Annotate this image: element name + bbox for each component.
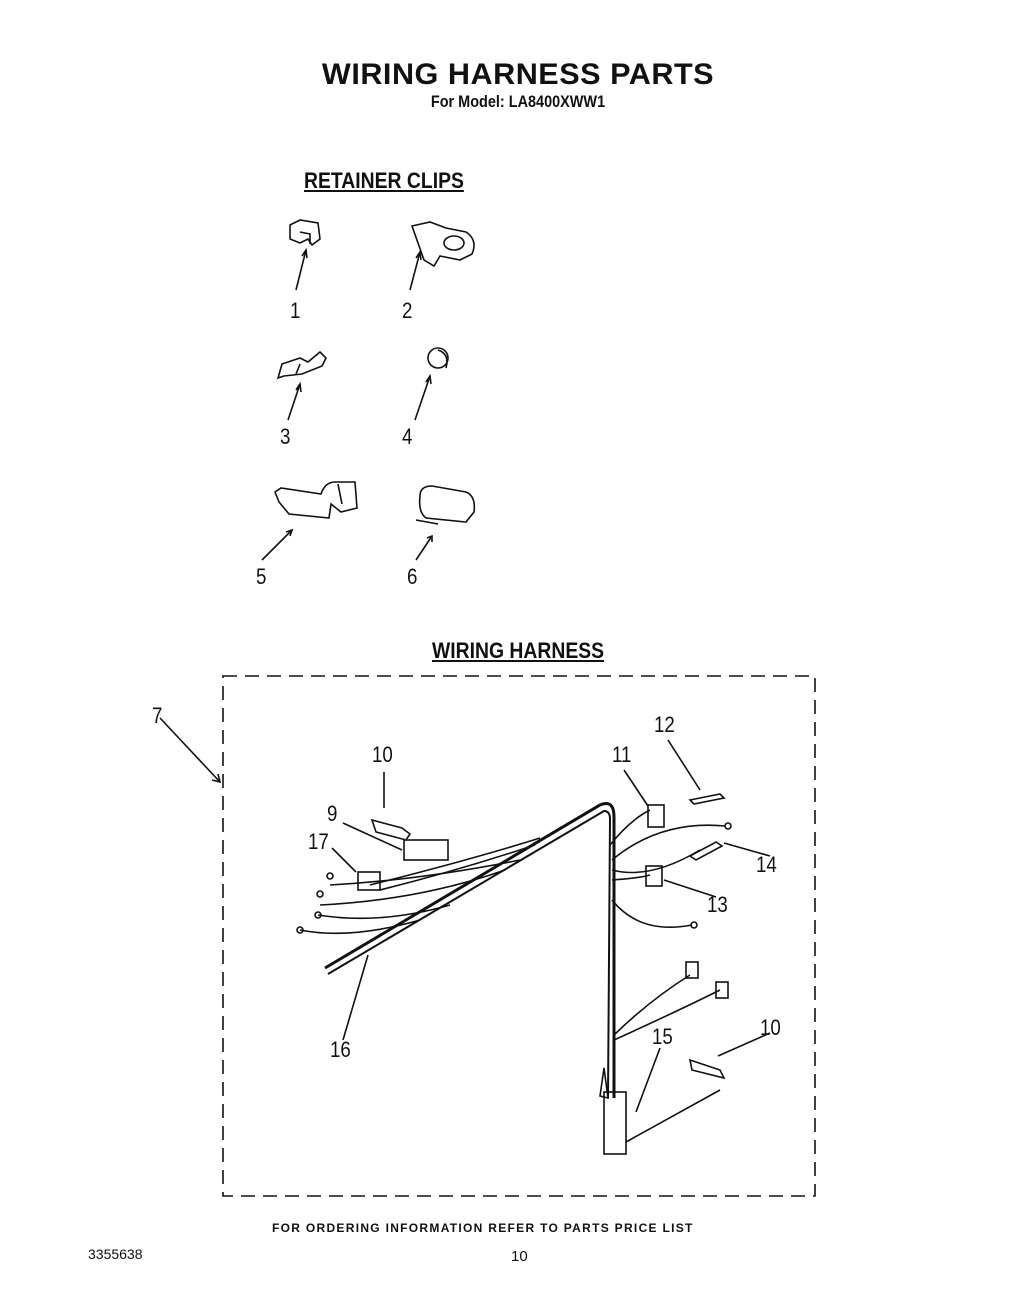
callout-11: 11 [612,742,632,767]
callout-14: 14 [756,852,777,877]
retainer-clip-3-drawing [278,352,326,420]
terminal-14 [690,842,722,860]
retainer-clip-6-drawing [416,486,474,560]
connector-11 [648,805,664,827]
callout-9: 9 [327,801,338,826]
model-subtitle: For Model: LA8400XWW1 [430,92,606,111]
callout-10-lower: 10 [760,1015,781,1040]
callout-7: 7 [152,703,163,728]
harness-dashed-frame [223,676,815,1196]
wiring-harness-drawing [297,740,770,1154]
document-number: 3355638 [88,1246,143,1262]
retainer-clip-5-drawing [262,482,357,560]
callout-4: 4 [402,424,413,449]
page-number: 10 [511,1248,528,1265]
connector-9 [404,840,448,860]
callout-16: 16 [330,1037,351,1062]
callout-12: 12 [654,712,675,737]
callout-17: 17 [308,829,329,854]
callout-13: 13 [707,892,728,917]
terminal-10-upper [372,820,410,840]
retainer-clip-2-drawing [410,222,474,290]
page-title: WIRING HARNESS PARTS [321,58,715,91]
callout-15: 15 [652,1024,673,1049]
callout-leader-7 [160,718,220,782]
callout-10-upper: 10 [372,742,393,767]
terminal-12 [690,794,724,804]
section-heading-wiring-harness: WIRING HARNESS [432,638,605,663]
callout-3: 3 [280,424,291,449]
terminal-10-lower [690,1060,724,1078]
callout-5: 5 [256,564,267,589]
callout-2: 2 [402,298,413,323]
callout-1: 1 [290,298,301,323]
callout-6: 6 [407,564,418,589]
section-heading-retainer-clips: RETAINER CLIPS [304,168,464,193]
retainer-clip-1-drawing [290,220,320,290]
ordering-note: FOR ORDERING INFORMATION REFER TO PARTS PRICE LIST [272,1221,694,1235]
retainer-clip-4-drawing [415,348,448,420]
